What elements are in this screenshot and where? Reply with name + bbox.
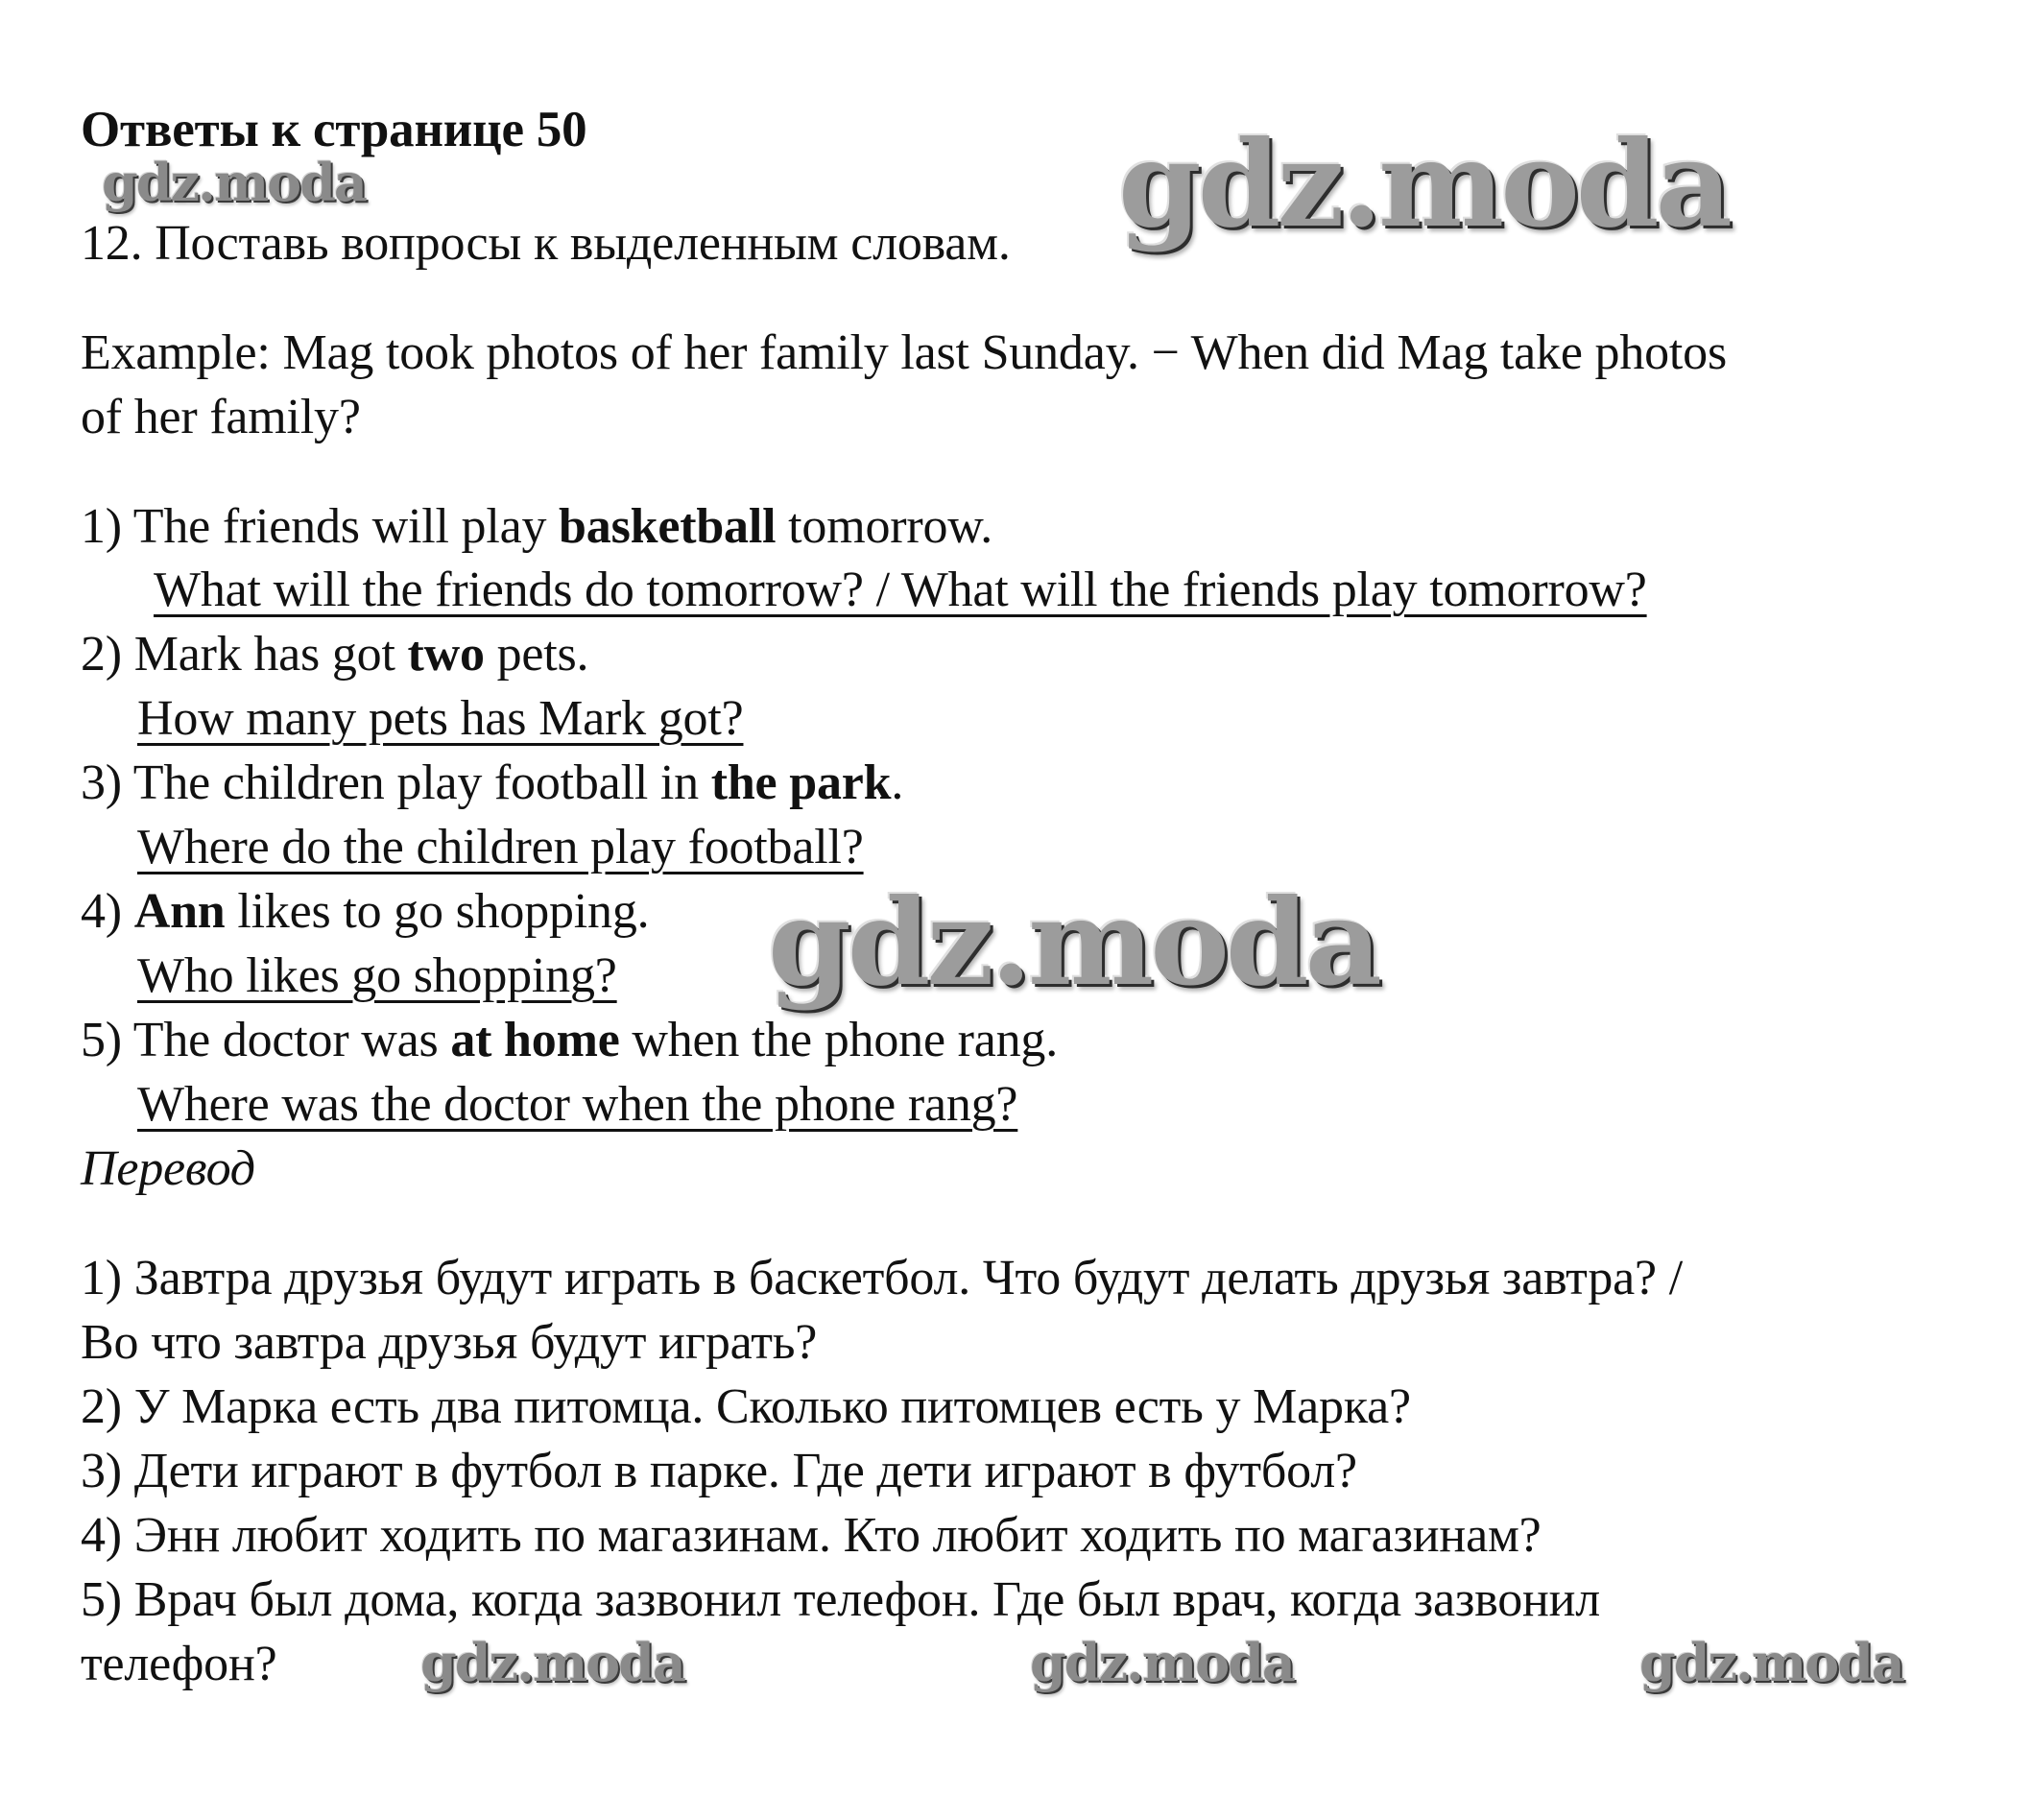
translation-line-5: 4) Энн любит ходить по магазинам. Кто любит ходить по магазинам? bbox=[81, 1508, 1542, 1563]
translation-line-4: 3) Дети играют в футбол в парке. Где дети играют в футбол? bbox=[81, 1444, 1357, 1498]
highlighted-word: at home bbox=[450, 1013, 620, 1067]
question-item-5 bbox=[81, 1012, 1058, 1069]
item-number: 3) bbox=[81, 755, 133, 810]
watermark-logo: gdz.moda bbox=[1118, 115, 1729, 254]
sentence-text: . bbox=[891, 755, 904, 810]
answer-item-2: How many pets has Mark got? bbox=[137, 691, 744, 746]
item-number: 2) bbox=[81, 627, 134, 682]
highlighted-word: the park bbox=[710, 755, 892, 810]
watermark-logo: gdz.moda bbox=[420, 1632, 684, 1693]
watermark-logo: gdz.moda bbox=[768, 874, 1378, 1013]
answer-item-4: Who likes go shopping? bbox=[137, 948, 617, 1003]
item-number: 4) bbox=[81, 884, 134, 939]
question-item-2 bbox=[81, 626, 588, 683]
answer-item-5: Where was the doctor when the phone rang? bbox=[137, 1077, 1018, 1132]
sentence-text: The children play football in bbox=[132, 755, 711, 810]
translation-line-3: 2) У Марка есть два питомца. Сколько питомцев есть у Марка? bbox=[81, 1379, 1411, 1434]
watermark-logo: gdz.moda bbox=[1030, 1632, 1294, 1693]
question-item-4 bbox=[81, 883, 649, 941]
sentence-text: The doctor was bbox=[132, 1013, 451, 1067]
example-line-1: Example: Mag took photos of her family last Sunday. − When did Mag take photos bbox=[81, 325, 1727, 380]
translation-line-6: 5) Врач был дома, когда зазвонил телефон. Где был врач, когда зазвонил bbox=[81, 1572, 1601, 1627]
sentence-text: pets. bbox=[484, 627, 589, 682]
sentence-text: Mark has got bbox=[133, 627, 408, 682]
watermark-logo: gdz.moda bbox=[102, 152, 366, 213]
item-number: 1) bbox=[81, 499, 133, 554]
translation-line-1: 1) Завтра друзья будут играть в баскетбол. Что будут делать друзья завтра? / bbox=[81, 1251, 1683, 1305]
sentence-text: likes to go shopping. bbox=[225, 884, 650, 939]
task-instruction: 12. Поставь вопросы к выделенным словам. bbox=[81, 216, 1011, 271]
example-line-2: of her family? bbox=[81, 390, 361, 444]
highlighted-word: Ann bbox=[133, 884, 226, 939]
watermark-logo: gdz.moda bbox=[1639, 1632, 1903, 1693]
page-heading: Ответы к странице 50 bbox=[81, 102, 587, 157]
sentence-text: tomorrow. bbox=[776, 499, 993, 554]
item-number: 5) bbox=[81, 1013, 133, 1067]
translation-line-7: телефон? bbox=[81, 1637, 277, 1691]
question-item-3 bbox=[81, 754, 903, 812]
answer-item-3: Where do the children play football? bbox=[137, 820, 864, 874]
question-item-1 bbox=[81, 498, 992, 556]
sentence-text: The friends will play bbox=[132, 499, 560, 554]
sentence-text: when the phone rang. bbox=[619, 1013, 1059, 1067]
translation-label: Перевод bbox=[81, 1141, 255, 1196]
highlighted-word: two bbox=[407, 627, 485, 682]
highlighted-word: basketball bbox=[559, 499, 777, 554]
translation-line-2: Во что завтра друзья будут играть? bbox=[81, 1315, 818, 1370]
answer-item-1: What will the friends do tomorrow? / What will the friends play tomorrow? bbox=[154, 563, 1647, 617]
